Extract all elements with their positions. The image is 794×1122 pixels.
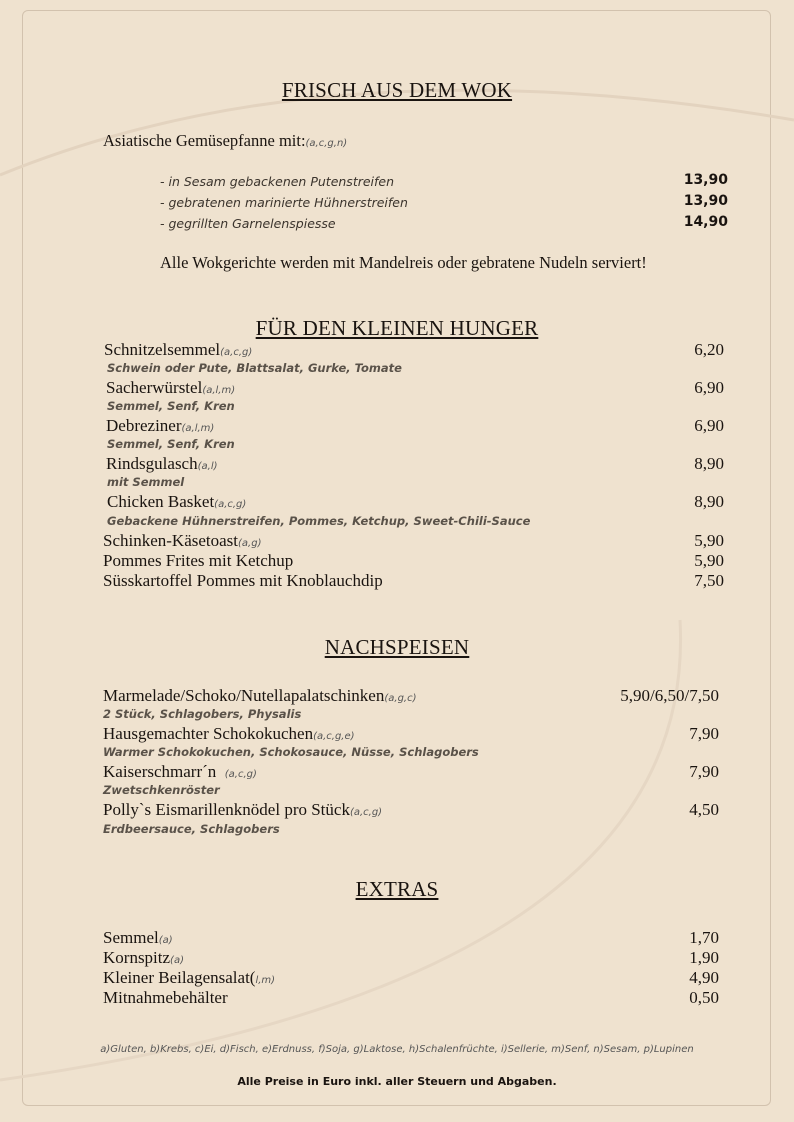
allergen-codes: (a) — [170, 955, 184, 966]
menu-item-price: 5,90 — [694, 531, 724, 550]
wok-option-label: - gegrillten Garnelenspiesse — [160, 216, 336, 231]
wok-intro-allergens: (a,c,g,n) — [305, 138, 348, 149]
menu-item-description: Semmel, Senf, Kren — [107, 399, 235, 413]
allergen-codes: (a,c,g) — [220, 347, 253, 358]
wok-option-label: - gebratenen marinierte Hühnerstreifen — [160, 195, 408, 210]
allergen-codes: (a,c,g,e) — [313, 731, 355, 742]
menu-item-price: 7,90 — [689, 762, 719, 781]
wok-option-price: 13,90 — [683, 172, 728, 188]
menu-item-price: 7,50 — [694, 571, 724, 590]
menu-item-price: 1,70 — [689, 928, 719, 947]
menu-item-name: Chicken Basket(a,c,g) — [107, 492, 247, 511]
allergen-codes: (a,c,g) — [349, 807, 383, 818]
wok-option-label: - in Sesam gebackenen Putenstreifen — [160, 174, 395, 189]
menu-item-description: Warmer Schokokuchen, Schokosauce, Nüsse, Schlagobers — [103, 745, 479, 759]
wok-note: Alle Wokgerichte werden mit Mandelreis oder gebratene Nudeln serviert! — [160, 253, 647, 272]
section-title-extras: EXTRAS — [355, 877, 439, 901]
allergen-codes: (a,c,g) — [214, 499, 247, 510]
allergen-codes: (a) — [158, 935, 173, 946]
allergen-codes: (a,l,m) — [202, 385, 236, 396]
menu-item-name: Kornspitz(a) — [103, 948, 184, 967]
allergen-codes: (a,g,c) — [384, 693, 417, 704]
wok-intro-name: Asiatische Gemüsepfanne mit: — [103, 131, 306, 150]
menu-item-name: Debreziner(a,l,m) — [106, 416, 215, 435]
menu-item-price: 6,90 — [694, 416, 724, 435]
allergen-codes: (a,g) — [238, 538, 262, 549]
menu-item-price: 8,90 — [694, 492, 724, 511]
wok-intro — [103, 131, 347, 151]
menu-item-price: 8,90 — [694, 454, 724, 473]
menu-item-name: Pommes Frites mit Ketchup — [103, 551, 294, 570]
allergen-codes: (a,l) — [197, 461, 218, 472]
menu-item-name: Sacherwürstel(a,l,m) — [106, 378, 236, 397]
menu-item-price: 4,50 — [689, 800, 719, 819]
allergen-legend: a)Gluten, b)Krebs, c)Ei, d)Fisch, e)Erdnuss, f)Soja, g)Laktose, h)Schalenfrüchte, i)Sellerie, m)Senf, n)Sesam, p)Lupinen — [100, 1044, 694, 1055]
allergen-codes: l,m) — [255, 975, 276, 986]
menu-item-price: 4,90 — [689, 968, 719, 987]
menu-item-description: Schwein oder Pute, Blattsalat, Gurke, Tomate — [107, 361, 402, 375]
menu-item-description: mit Semmel — [107, 475, 185, 489]
allergen-codes: (a,c,g) — [224, 769, 257, 780]
menu-item-price: 0,50 — [689, 988, 719, 1007]
menu-item-name: Schnitzelsemmel(a,c,g) — [104, 340, 253, 359]
menu-item-name: Schinken-Käsetoast(a,g) — [103, 531, 262, 550]
menu-item-price: 6,20 — [694, 340, 724, 359]
menu-item-name: Kleiner Beilagensalat(l,m) — [103, 968, 276, 987]
menu-item-name: Süsskartoffel Pommes mit Knoblauchdip — [103, 571, 383, 590]
menu-item-name: Polly`s Eismarillenknödel pro Stück(a,c,g) — [103, 800, 383, 819]
menu-item-price: 6,90 — [694, 378, 724, 397]
allergen-codes: (a,l,m) — [181, 423, 215, 434]
section-title-wok: FRISCH AUS DEM WOK — [281, 78, 513, 102]
menu-item-price: 5,90/6,50/7,50 — [620, 686, 719, 705]
menu-item-description: Zwetschkenröster — [103, 783, 220, 797]
menu-item-price: 7,90 — [689, 724, 719, 743]
menu-item-name: Mitnahmebehälter — [103, 988, 228, 1007]
menu-item-description: Gebackene Hühnerstreifen, Pommes, Ketchup, Sweet-Chili-Sauce — [107, 514, 531, 528]
menu-item-description: Erdbeersauce, Schlagobers — [103, 822, 280, 836]
menu-item-name: Marmelade/Schoko/Nutellapalatschinken(a,g,c) — [103, 686, 417, 705]
wok-option-price: 14,90 — [683, 214, 728, 230]
menu-item-description: Semmel, Senf, Kren — [107, 437, 235, 451]
menu-item-name: Hausgemachter Schokokuchen(a,c,g,e) — [103, 724, 355, 743]
price-footer-note: Alle Preise in Euro inkl. aller Steuern und Abgaben. — [237, 1075, 557, 1088]
section-title-hunger: FÜR DEN KLEINEN HUNGER — [255, 316, 539, 340]
menu-item-price: 1,90 — [689, 948, 719, 967]
menu-item-price: 5,90 — [694, 551, 724, 570]
menu-item-name: Rindsgulasch(a,l) — [106, 454, 218, 473]
menu-item-name: Semmel(a) — [103, 928, 173, 947]
wok-option-price: 13,90 — [683, 193, 728, 209]
section-title-dessert: NACHSPEISEN — [324, 635, 470, 659]
menu-item-name: Kaiserschmarr´n (a,c,g) — [103, 762, 257, 781]
menu-item-description: 2 Stück, Schlagobers, Physalis — [103, 707, 302, 721]
